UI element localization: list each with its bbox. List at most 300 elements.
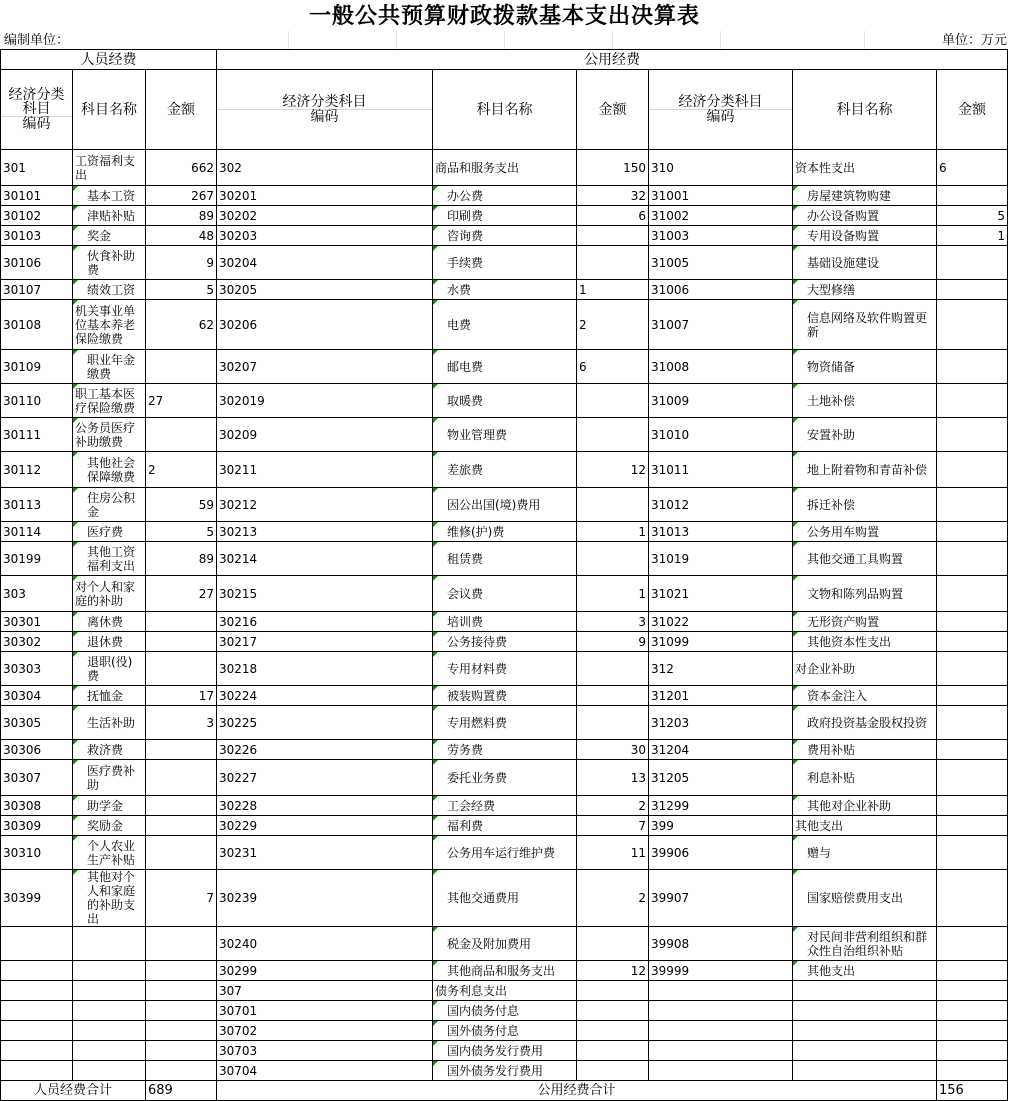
personnel-amount [146, 350, 217, 384]
capital-code: 310 [649, 150, 793, 186]
capital-subject-name: 大型修缮 [793, 280, 937, 300]
capital-amount [937, 522, 1008, 542]
personnel-subject-name: 津贴补贴 [73, 206, 146, 226]
personnel-code: 30101 [1, 186, 73, 206]
capital-amount [937, 870, 1008, 927]
public-amount: 1 [577, 522, 649, 542]
capital-code: 31099 [649, 632, 793, 652]
personnel-amount [146, 418, 217, 452]
personnel-amount: 27 [146, 384, 217, 418]
capital-amount [937, 760, 1008, 796]
personnel-amount [146, 740, 217, 760]
public-code: 307 [217, 981, 433, 1001]
capital-subject-name: 对民间非营利组织和群众性自治组织补贴 [793, 927, 937, 961]
table-row [1, 576, 1008, 612]
public-amount [577, 418, 649, 452]
personnel-subject-name: 其他工资福利支出 [73, 542, 146, 576]
table-row [1, 246, 1008, 280]
capital-code: 31201 [649, 686, 793, 706]
public-code: 30202 [217, 206, 433, 226]
capital-amount [937, 706, 1008, 740]
capital-amount [937, 488, 1008, 522]
capital-amount [937, 927, 1008, 961]
capital-subject-name [793, 1041, 937, 1061]
public-subject-name: 公务用车运行维护费 [433, 836, 577, 870]
capital-code: 31204 [649, 740, 793, 760]
public-subject-name: 商品和服务支出 [433, 150, 577, 186]
personnel-code: 30108 [1, 300, 73, 350]
capital-code: 31010 [649, 418, 793, 452]
public-amount [577, 1001, 649, 1021]
capital-subject-name [793, 1061, 937, 1081]
public-code: 30240 [217, 927, 433, 961]
public-amount: 150 [577, 150, 649, 186]
capital-amount [937, 652, 1008, 686]
capital-subject-name: 无形资产购置 [793, 612, 937, 632]
capital-code: 31012 [649, 488, 793, 522]
capital-subject-name: 其他支出 [793, 816, 937, 836]
capital-code: 31009 [649, 384, 793, 418]
personnel-amount: 62 [146, 300, 217, 350]
public-code: 30229 [217, 816, 433, 836]
personnel-amount: 3 [146, 706, 217, 740]
capital-code [649, 981, 793, 1001]
personnel-subject-name: 住房公积金 [73, 488, 146, 522]
code-label: 编码 [1, 116, 72, 131]
table-row [1, 1001, 1008, 1021]
public-subject-name: 工会经费 [433, 796, 577, 816]
personnel-amount [146, 796, 217, 816]
personnel-amount: 9 [146, 246, 217, 280]
header-gridline [720, 31, 721, 49]
public-subject-name: 电费 [433, 300, 577, 350]
public-subject-name: 国外债务付息 [433, 1021, 577, 1041]
personnel-subject-name [73, 1041, 146, 1061]
public-code: 302 [217, 150, 433, 186]
personnel-subject-name [73, 927, 146, 961]
public-amount [577, 1061, 649, 1081]
public-amount: 9 [577, 632, 649, 652]
capital-subject-name: 土地补偿 [793, 384, 937, 418]
capital-amount [937, 452, 1008, 488]
public-amount: 12 [577, 961, 649, 981]
personnel-amount: 267 [146, 186, 217, 206]
personnel-code: 30113 [1, 488, 73, 522]
capital-subject-name: 资本金注入 [793, 686, 937, 706]
public-code: 302019 [217, 384, 433, 418]
personnel-code [1, 927, 73, 961]
capital-code: 31022 [649, 612, 793, 632]
public-subject-name: 因公出国(境)费用 [433, 488, 577, 522]
capital-amount [937, 816, 1008, 836]
capital-code [649, 1001, 793, 1021]
personnel-code: 30114 [1, 522, 73, 542]
table-row [1, 186, 1008, 206]
personnel-code: 30303 [1, 652, 73, 686]
table-row [1, 760, 1008, 796]
personnel-total-value: 689 [146, 1081, 217, 1101]
capital-amount [937, 350, 1008, 384]
capital-subject-name: 房屋建筑物购建 [793, 186, 937, 206]
capital-subject-name: 国家赔偿费用支出 [793, 870, 937, 927]
public-code: 30704 [217, 1061, 433, 1081]
public-amount [577, 488, 649, 522]
table-row [1, 927, 1008, 961]
table-row [1, 150, 1008, 186]
public-subject-name: 差旅费 [433, 452, 577, 488]
personnel-subject-name: 职业年金缴费 [73, 350, 146, 384]
public-code: 30299 [217, 961, 433, 981]
public-code: 30702 [217, 1021, 433, 1041]
personnel-subject-name [73, 1021, 146, 1041]
public-amount: 32 [577, 186, 649, 206]
personnel-subject-name: 救济费 [73, 740, 146, 760]
capital-amount: 6 [937, 150, 1008, 186]
capital-subject-name: 专用设备购置 [793, 226, 937, 246]
public-code: 30206 [217, 300, 433, 350]
public-subject-name: 会议费 [433, 576, 577, 612]
capital-amount [937, 1041, 1008, 1061]
public-code: 30215 [217, 576, 433, 612]
econ-class-label: 经济分类科目 [8, 87, 65, 117]
personnel-code: 30199 [1, 542, 73, 576]
capital-subject-name: 其他支出 [793, 961, 937, 981]
capital-amount [937, 1001, 1008, 1021]
personnel-code: 30103 [1, 226, 73, 246]
public-amount [577, 652, 649, 686]
personnel-amount: 89 [146, 206, 217, 226]
public-code: 30701 [217, 1001, 433, 1021]
capital-amount [937, 686, 1008, 706]
capital-amount [937, 632, 1008, 652]
personnel-subject-name: 个人农业生产补贴 [73, 836, 146, 870]
personnel-code: 303 [1, 576, 73, 612]
personnel-subject-name: 离休费 [73, 612, 146, 632]
capital-code [649, 1061, 793, 1081]
personnel-subject-name: 绩效工资 [73, 280, 146, 300]
public-amount [577, 246, 649, 280]
econ-class-header [649, 70, 793, 150]
table-row [1, 226, 1008, 246]
capital-amount [937, 961, 1008, 981]
header-gridline [504, 31, 505, 49]
personnel-code: 30302 [1, 632, 73, 652]
table-row [1, 686, 1008, 706]
public-code: 30204 [217, 246, 433, 280]
personnel-amount: 5 [146, 280, 217, 300]
public-code: 30225 [217, 706, 433, 740]
capital-subject-name: 信息网络及软件购置更新 [793, 300, 937, 350]
capital-code: 31019 [649, 542, 793, 576]
capital-subject-name [793, 1021, 937, 1041]
personnel-total-label: 人员经费合计 [1, 1081, 146, 1101]
public-code: 30239 [217, 870, 433, 927]
capital-subject-name: 其他交通工具购置 [793, 542, 937, 576]
capital-code: 399 [649, 816, 793, 836]
public-subject-name: 其他交通费用 [433, 870, 577, 927]
reporting-unit-label: 编制单位： [4, 33, 70, 48]
capital-amount [937, 836, 1008, 870]
public-subject-name: 维修(护)费 [433, 522, 577, 542]
table-row [1, 300, 1008, 350]
public-subject-name: 物业管理费 [433, 418, 577, 452]
public-amount: 7 [577, 816, 649, 836]
capital-code: 31205 [649, 760, 793, 796]
capital-code: 39999 [649, 961, 793, 981]
code-label: 编码 [217, 109, 432, 124]
public-code: 30218 [217, 652, 433, 686]
capital-subject-name: 利息补贴 [793, 760, 937, 796]
personnel-subject-name: 公务员医疗补助缴费 [73, 418, 146, 452]
capital-subject-name [793, 981, 937, 1001]
public-code: 30211 [217, 452, 433, 488]
public-subject-name: 办公费 [433, 186, 577, 206]
personnel-code: 30110 [1, 384, 73, 418]
personnel-code: 30310 [1, 836, 73, 870]
public-subject-name: 印刷费 [433, 206, 577, 226]
personnel-subject-name: 机关事业单位基本养老保险缴费 [73, 300, 146, 350]
table-row [1, 961, 1008, 981]
public-amount: 6 [577, 206, 649, 226]
capital-code: 31008 [649, 350, 793, 384]
public-subject-name: 租赁费 [433, 542, 577, 576]
personnel-amount: 89 [146, 542, 217, 576]
public-amount [577, 686, 649, 706]
amount-header: 金额 [937, 70, 1008, 150]
public-subject-name: 劳务费 [433, 740, 577, 760]
table-row [1, 1061, 1008, 1081]
public-subject-name: 邮电费 [433, 350, 577, 384]
personnel-amount [146, 1061, 217, 1081]
capital-amount [937, 246, 1008, 280]
public-amount: 2 [577, 796, 649, 816]
personnel-amount [146, 760, 217, 796]
econ-class-label: 经济分类科目 [282, 94, 367, 110]
personnel-code: 30307 [1, 760, 73, 796]
personnel-subject-name: 医疗费补助 [73, 760, 146, 796]
capital-subject-name: 拆迁补偿 [793, 488, 937, 522]
header-gridline [612, 31, 613, 49]
capital-code: 31011 [649, 452, 793, 488]
table-row [1, 1021, 1008, 1041]
capital-code: 31005 [649, 246, 793, 280]
capital-code: 39906 [649, 836, 793, 870]
personnel-amount [146, 981, 217, 1001]
public-subject-name: 公务接待费 [433, 632, 577, 652]
personnel-code [1, 1021, 73, 1041]
public-total-value: 156 [937, 1081, 1008, 1101]
capital-code: 39908 [649, 927, 793, 961]
subject-name-header: 科目名称 [433, 70, 577, 150]
personnel-amount [146, 836, 217, 870]
public-subject-name: 手续费 [433, 246, 577, 280]
expenditure-table [0, 49, 1008, 1101]
capital-amount [937, 612, 1008, 632]
totals-row [1, 1081, 1008, 1101]
capital-amount: 1 [937, 226, 1008, 246]
personnel-subject-name [73, 1061, 146, 1081]
public-code: 30228 [217, 796, 433, 816]
capital-code: 31021 [649, 576, 793, 612]
public-subject-name: 其他商品和服务支出 [433, 961, 577, 981]
capital-subject-name: 费用补贴 [793, 740, 937, 760]
capital-code: 31002 [649, 206, 793, 226]
econ-class-label: 经济分类科目 [678, 94, 763, 110]
capital-amount [937, 418, 1008, 452]
public-amount: 1 [577, 576, 649, 612]
public-code: 30231 [217, 836, 433, 870]
personnel-subject-name: 助学金 [73, 796, 146, 816]
capital-subject-name: 文物和陈列品购置 [793, 576, 937, 612]
personnel-subject-name: 职工基本医疗保险缴费 [73, 384, 146, 418]
table-row [1, 796, 1008, 816]
public-amount [577, 226, 649, 246]
public-amount: 2 [577, 870, 649, 927]
table-row [1, 981, 1008, 1001]
public-code: 30703 [217, 1041, 433, 1061]
personnel-amount: 27 [146, 576, 217, 612]
amount-header: 金额 [146, 70, 217, 150]
money-unit-label: 单位：万元 [941, 33, 1007, 48]
personnel-code: 30301 [1, 612, 73, 632]
personnel-code: 301 [1, 150, 73, 186]
personnel-subject-name: 对个人和家庭的补助 [73, 576, 146, 612]
table-row [1, 632, 1008, 652]
public-subject-name: 咨询费 [433, 226, 577, 246]
capital-code: 31001 [649, 186, 793, 206]
public-subject-name: 被装购置费 [433, 686, 577, 706]
personnel-code [1, 1001, 73, 1021]
personnel-amount [146, 816, 217, 836]
personnel-amount [146, 612, 217, 632]
public-code: 30213 [217, 522, 433, 542]
public-subject-name: 培训费 [433, 612, 577, 632]
capital-amount [937, 186, 1008, 206]
public-code: 30226 [217, 740, 433, 760]
public-subject-name: 福利费 [433, 816, 577, 836]
public-subject-name: 国外债务发行费用 [433, 1061, 577, 1081]
personnel-amount: 2 [146, 452, 217, 488]
public-subject-name: 委托业务费 [433, 760, 577, 796]
personnel-subject-name: 生活补助 [73, 706, 146, 740]
capital-amount [937, 796, 1008, 816]
capital-amount [937, 740, 1008, 760]
capital-subject-name: 基础设施建设 [793, 246, 937, 280]
public-code: 30201 [217, 186, 433, 206]
public-code: 30216 [217, 612, 433, 632]
capital-code: 31003 [649, 226, 793, 246]
table-row [1, 418, 1008, 452]
capital-code: 31013 [649, 522, 793, 542]
capital-amount [937, 300, 1008, 350]
capital-amount [937, 981, 1008, 1001]
personnel-subject-name: 退休费 [73, 632, 146, 652]
public-amount [577, 384, 649, 418]
subject-name-header: 科目名称 [73, 70, 146, 150]
table-row [1, 816, 1008, 836]
report-title: 一般公共预算财政拨款基本支出决算表 [308, 4, 700, 29]
public-subject-name: 国内债务发行费用 [433, 1041, 577, 1061]
public-code: 30227 [217, 760, 433, 796]
public-subject-name: 国内债务付息 [433, 1001, 577, 1021]
capital-code: 312 [649, 652, 793, 686]
personnel-code: 30309 [1, 816, 73, 836]
personnel-amount [146, 1041, 217, 1061]
public-code: 30205 [217, 280, 433, 300]
personnel-subject-name [73, 1001, 146, 1021]
capital-code: 31299 [649, 796, 793, 816]
table-row [1, 384, 1008, 418]
public-amount: 30 [577, 740, 649, 760]
capital-code: 31007 [649, 300, 793, 350]
personnel-code [1, 961, 73, 981]
personnel-subject-name: 奖金 [73, 226, 146, 246]
public-amount: 3 [577, 612, 649, 632]
public-amount: 13 [577, 760, 649, 796]
personnel-code: 30306 [1, 740, 73, 760]
public-amount [577, 981, 649, 1001]
capital-subject-name: 物资储备 [793, 350, 937, 384]
capital-amount [937, 542, 1008, 576]
capital-subject-name: 政府投资基金股权投资 [793, 706, 937, 740]
personnel-code: 30106 [1, 246, 73, 280]
table-row [1, 1041, 1008, 1061]
capital-amount [937, 1021, 1008, 1041]
personnel-code: 30107 [1, 280, 73, 300]
capital-code [649, 1021, 793, 1041]
personnel-code: 30399 [1, 870, 73, 927]
capital-subject-name: 公务用车购置 [793, 522, 937, 542]
public-amount [577, 706, 649, 740]
public-code: 30209 [217, 418, 433, 452]
capital-subject-name: 办公设备购置 [793, 206, 937, 226]
personnel-code: 30304 [1, 686, 73, 706]
econ-class-header [1, 70, 73, 150]
personnel-amount [146, 1021, 217, 1041]
capital-amount: 5 [937, 206, 1008, 226]
public-subject-name: 专用材料费 [433, 652, 577, 686]
header-gridline [288, 31, 289, 49]
capital-subject-name: 赠与 [793, 836, 937, 870]
table-row [1, 740, 1008, 760]
table-row [1, 652, 1008, 686]
table-row [1, 522, 1008, 542]
public-subject-name: 取暖费 [433, 384, 577, 418]
public-code: 30203 [217, 226, 433, 246]
personnel-code [1, 1041, 73, 1061]
code-label: 编码 [649, 109, 792, 124]
personnel-amount [146, 927, 217, 961]
table-row [1, 452, 1008, 488]
personnel-amount: 662 [146, 150, 217, 186]
capital-amount [937, 280, 1008, 300]
public-amount: 1 [577, 280, 649, 300]
header-gridline [864, 31, 865, 49]
public-subject-name: 水费 [433, 280, 577, 300]
public-subject-name: 债务利息支出 [433, 981, 577, 1001]
table-row [1, 350, 1008, 384]
table-row [1, 870, 1008, 927]
table-row [1, 206, 1008, 226]
subject-name-header: 科目名称 [793, 70, 937, 150]
amount-header: 金额 [577, 70, 649, 150]
public-header: 公用经费 [217, 50, 1008, 70]
personnel-code: 30112 [1, 452, 73, 488]
personnel-subject-name [73, 981, 146, 1001]
public-amount: 12 [577, 452, 649, 488]
personnel-subject-name: 退职(役)费 [73, 652, 146, 686]
public-amount: 2 [577, 300, 649, 350]
